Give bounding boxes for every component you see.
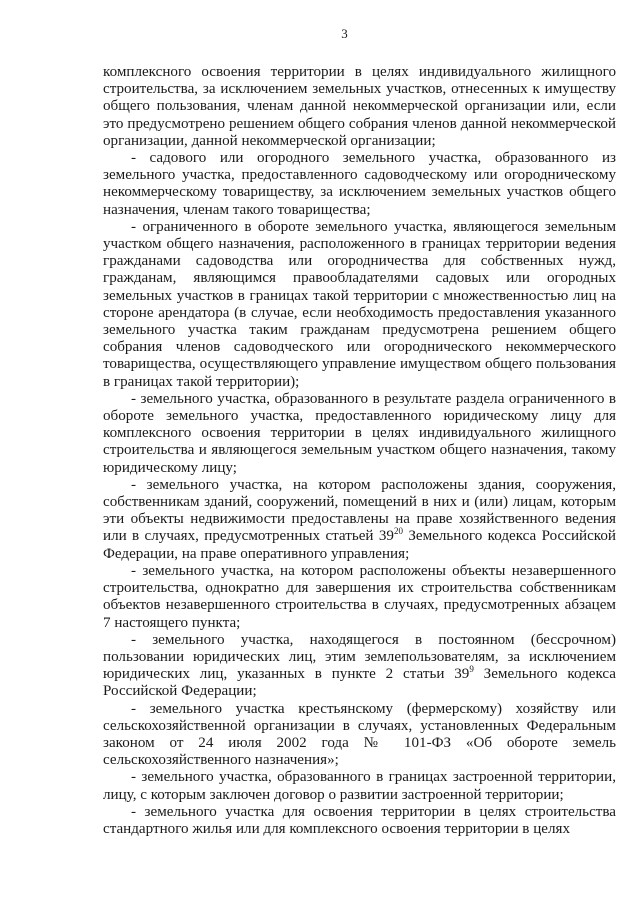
page-number: 3 — [341, 26, 348, 41]
paragraph-2: - садового или огородного земельного участка, образованного из земельного участка, предоставленного садоводческому или огородническому некоммерческому товариществу, за исключением земельных участков общего назначения, членам такого товарищества; — [103, 150, 616, 218]
paragraph-5-text-end: Земельного кодекса Российской Федерации, на праве оперативного управления; — [103, 528, 616, 562]
paragraph-6: - земельного участка, на котором расположены объекты незавершенного строительства, однократно для завершения их строительства собственникам объектов незавершенного строительства в случаях, предусмотренных абзацем 7 настоящего пункта; — [103, 562, 616, 631]
paragraph-8: - земельного участка крестьянскому (фермерскому) хозяйству или сельскохозяйственной организации в случаях, установленных Федеральным законом от 24 июля 2002 года № 101-ФЗ «Об обороте земель сельскохозяйственного назначения»; — [103, 700, 616, 769]
paragraph-3: - ограниченного в обороте земельного участка, являющегося земельным участком общего назначения, расположенного в границах территории ведения гражданами садоводства или огородничества для собственных нужд, гражданам, являющимся правообладателями садовых или огородных земельных участков в границах такой территории с множественностью лиц на стороне арендатора (в случае, если необходимость предоставления указанного земельного участка таким гражданам предусмотрена решением общего собрания членов садоводческого или огороднического некоммерческого товарищества, осуществляющего управление имуществом общего пользования в границах такой территории); — [103, 218, 616, 390]
body-text — [103, 64, 616, 838]
paragraph-1: комплексного освоения территории в целях индивидуального жилищного строительства, за исключением земельных участков, отнесенных к имуществу общего пользования, членам данной некоммерческой организации или, если это предусмотрено решением общего собрания членов данной некоммерческой организации, данной некоммерческой организации; — [103, 64, 616, 149]
article-superscript: 9 — [469, 664, 474, 675]
paragraph-7 — [103, 632, 616, 701]
paragraph-4: - земельного участка, образованного в результате раздела ограниченного в обороте земельного участка, предоставленного юридическому лицу для комплексного освоения территории в целях индивидуального жилищного строительства и являющегося земельным участком общего назначения, такому юридическому лицу; — [103, 390, 616, 476]
paragraph-10: - земельного участка для освоения территории в целях строительства стандартного жилья или для комплексного освоения территории в целях — [103, 803, 616, 837]
paragraph-9: - земельного участка, образованного в границах застроенной территории, лицу, с которым заключен договор о развитии застроенной территории; — [103, 769, 616, 803]
paragraph-7-text: - земельного участка, находящегося в постоянном (бессрочном) пользовании юридических лиц, этим землепользователям, за исключением юридических лиц, указанных в пункте 2 статьи 39 — [103, 631, 616, 683]
paragraph-7-text-end: Земельного кодекса Российской Федерации; — [103, 666, 616, 700]
paragraph-5-text: - земельного участка, на котором расположены здания, сооружения, собственникам зданий, сооружений, помещений в них и (или) лицам, которым эти объекты недвижимости предоставлены на праве хозяйственного ведения или в случаях, предусмотренных статьей 39 — [103, 476, 616, 545]
article-superscript: 20 — [393, 526, 403, 537]
paragraph-5 — [103, 477, 616, 563]
